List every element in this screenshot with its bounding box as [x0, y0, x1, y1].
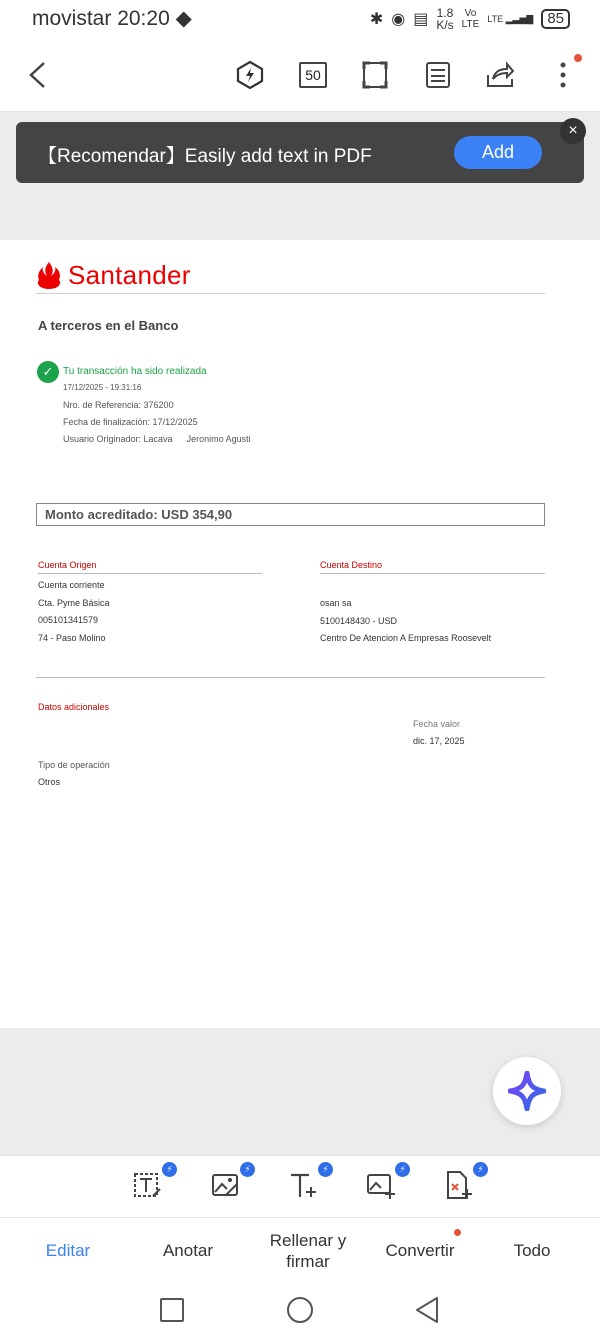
notification-dot: [454, 1229, 461, 1236]
net-speed: 1.8 K/s: [436, 6, 454, 32]
close-banner-icon[interactable]: ×: [560, 118, 586, 144]
recent-apps-icon[interactable]: [160, 1298, 184, 1327]
volte-indicator: Vo LTE: [461, 8, 480, 30]
tab-editar[interactable]: Editar: [45, 1241, 91, 1260]
destination-account-details: [320, 595, 491, 648]
ai-assistant-button[interactable]: [493, 1057, 561, 1125]
operation-type-value: Otros: [38, 777, 61, 787]
origin-line: 74 - Paso Molino: [38, 633, 106, 644]
originator-user: Usuario Originador: Lacava Jeronimo Agusti: [63, 434, 251, 444]
battery-icon: 85: [541, 9, 570, 29]
destination-line: Centro De Atencion A Empresas Roosevelt: [320, 633, 492, 644]
sparkle-icon: [508, 1071, 546, 1111]
tab-rellenar-firmar[interactable]: Rellenar y firmar: [269, 1230, 347, 1271]
promo-banner: [16, 122, 584, 183]
divider: [36, 677, 545, 678]
additional-data-title: Datos adicionales: [38, 702, 110, 712]
add-text-tool[interactable]: [289, 1164, 329, 1202]
more-options-icon[interactable]: [548, 60, 578, 90]
tag-icon: ◆: [175, 7, 192, 30]
top-toolbar: [0, 38, 600, 112]
origin-account-title: Cuenta Origen: [38, 560, 97, 570]
operation-type-label: Tipo de operación: [38, 760, 110, 770]
system-nav-bar: [0, 1282, 600, 1343]
edit-tools-bar: [0, 1155, 600, 1218]
boost-badge: ⚡: [240, 1162, 255, 1177]
transaction-datetime: 17/12/2025 - 19:31:16: [63, 383, 142, 392]
value-date-label: Fecha valor: [413, 719, 461, 729]
text-box-edit-icon: [133, 1170, 163, 1200]
zoom-level-label: 50: [299, 62, 327, 88]
document-sign-icon: [444, 1170, 474, 1200]
destination-line: 5100148430 - USD: [320, 615, 398, 626]
tab-anotar[interactable]: Anotar: [162, 1241, 214, 1260]
origin-line: 005101341579: [38, 615, 99, 626]
page-layout-icon[interactable]: [423, 60, 453, 90]
bottom-tabs: [0, 1217, 600, 1283]
signature-tool[interactable]: [444, 1164, 484, 1202]
home-icon[interactable]: [286, 1296, 314, 1329]
origin-account-details: [38, 577, 110, 648]
destination-account-title: Cuenta Destino: [320, 560, 383, 570]
bluetooth-icon: ✱: [369, 11, 384, 28]
brand-name: Santander: [68, 260, 191, 290]
back-icon[interactable]: [22, 60, 52, 90]
fullscreen-icon[interactable]: [360, 60, 390, 90]
status-bar: [0, 0, 600, 38]
add-image-icon: [366, 1170, 396, 1200]
add-button[interactable]: Add: [454, 136, 542, 169]
tab-convertir[interactable]: [370, 1218, 470, 1283]
status-carrier-time: [32, 6, 192, 31]
divider: [36, 293, 545, 294]
status-indicators: [370, 7, 570, 31]
destination-line: osan sa: [320, 598, 352, 608]
boost-badge: ⚡: [473, 1162, 488, 1177]
origin-line: Cta. Pyme Básica: [38, 597, 110, 608]
success-message: Tu transacción ha sido realizada: [63, 366, 207, 377]
success-check-icon: ✓: [37, 361, 59, 383]
signal-icon: LTE ▂▃▅▇: [487, 13, 534, 24]
image-edit-icon: [211, 1170, 241, 1200]
add-text-icon: [289, 1170, 319, 1200]
zoom-level-button[interactable]: [298, 60, 328, 90]
clock: 20:20: [117, 7, 170, 30]
text-edit-tool[interactable]: [133, 1164, 173, 1202]
reference-number: Nro. de Referencia: 376200: [63, 400, 174, 410]
carrier-name: movistar: [32, 7, 112, 30]
pdf-page: [0, 240, 600, 1028]
add-image-tool[interactable]: [366, 1164, 406, 1202]
divider: [38, 573, 262, 574]
vibrate-icon: ▤: [413, 11, 429, 28]
notification-dot: [574, 54, 582, 62]
finalization-date: Fecha de finalización: 17/12/2025: [63, 417, 198, 427]
santander-logo: [36, 260, 191, 291]
promo-text: 【Recomendar】Easily add text in PDF: [38, 146, 372, 167]
location-icon: ◉: [391, 11, 406, 28]
amount-credited: Monto acreditado: USD 354,90: [36, 503, 545, 526]
section-title: A terceros en el Banco: [38, 318, 179, 333]
tab-todo[interactable]: Todo: [513, 1241, 551, 1260]
boost-badge: ⚡: [395, 1162, 410, 1177]
tab-convertir-label: Convertir: [385, 1241, 455, 1260]
image-edit-tool[interactable]: [211, 1164, 251, 1202]
ai-boost-icon[interactable]: [235, 60, 265, 90]
boost-badge: ⚡: [162, 1162, 177, 1177]
flame-icon: [36, 261, 62, 291]
back-nav-icon[interactable]: [414, 1296, 440, 1329]
value-date: dic. 17, 2025: [413, 736, 465, 746]
origin-line: Cuenta corriente: [38, 580, 105, 590]
share-icon[interactable]: [485, 60, 515, 90]
boost-badge: ⚡: [318, 1162, 333, 1177]
divider: [320, 573, 545, 574]
